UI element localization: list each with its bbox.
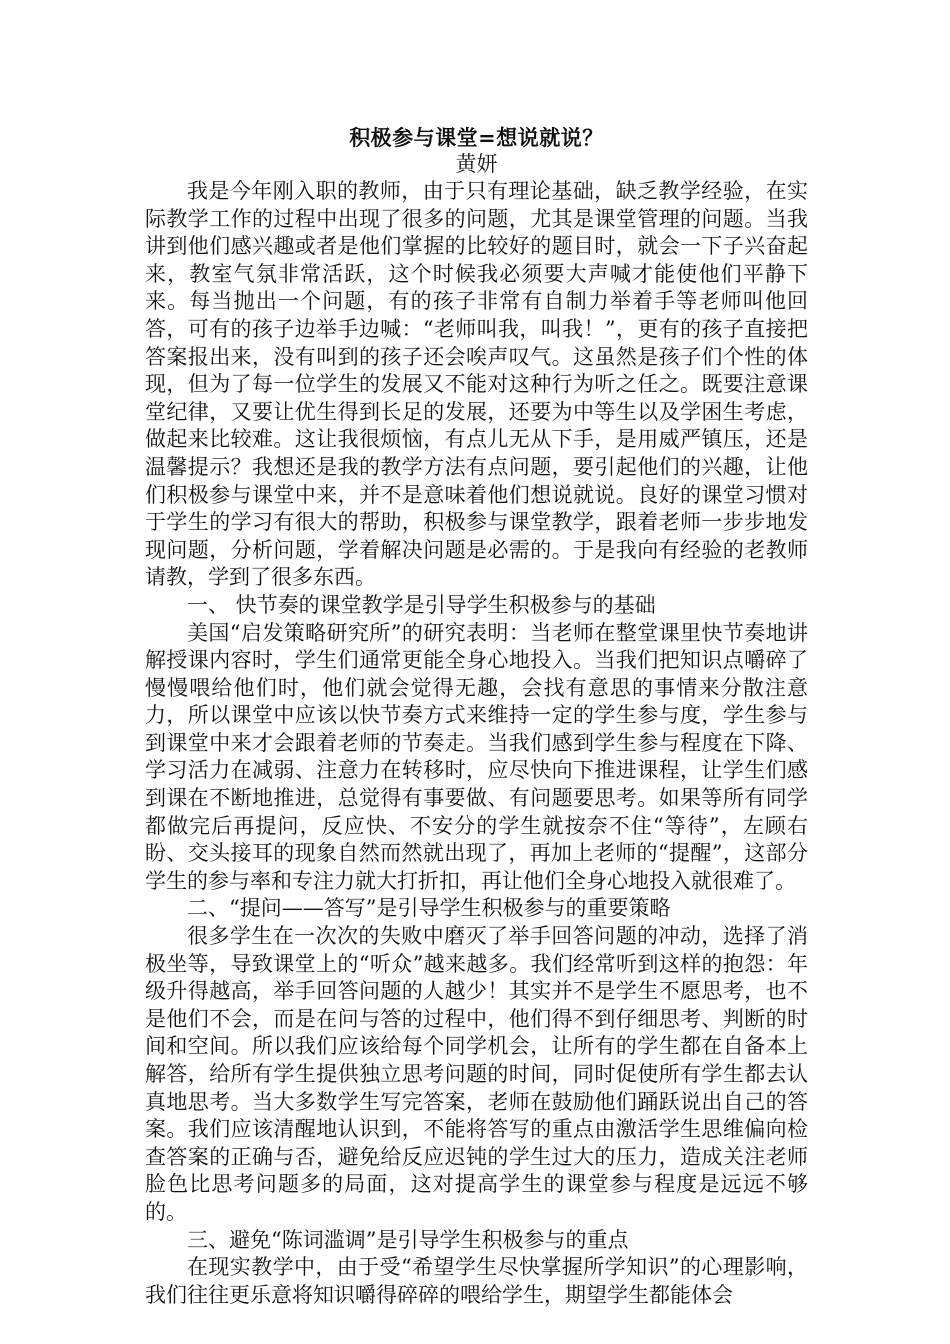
- section-2-paragraph: 很多学生在一次次的失败中磨灭了举手回答问题的冲动，选择了消极坐等，导致课堂上的“听众”越来越多。我们经常听到这样的抱怨：年级升得越高，举手回答问题的人越少！其实并不是学生不愿思考，也不是他们不会，而是在问与答的过程中，他们得不到仔细思考、判断的时间和空间。所以我们应该给每个同学机会，让所有的学生都在自备本上解答，给所有学生提供独立思考问题的时间，同时促使所有学生都去认真地思考。当大多数学生写完答案，老师在鼓励他们踊跃说出自己的答案。我们应该清醒地认识到，不能将答写的重点由激活学生思维偏向检查答案的正确与否，避免给反应迟钝的学生过大的压力，造成关注老师脸色比思考问题多的局面，这对提高学生的课堂参与程度是远远不够的。: [145, 924, 808, 1224]
- section-3-paragraph: 在现实教学中，由于受“希望学生尽快掌握所学知识”的心理影响，我们往往更乐意将知识嚼得碎碎的喂给学生，期望学生都能体会: [145, 1255, 808, 1307]
- section-heading-3: 三、避免“陈词滥调”是引导学生积极参与的重点: [187, 1227, 629, 1252]
- intro-paragraph: 我是今年刚入职的教师，由于只有理论基础，缺乏教学经验，在实际教学工作的过程中出现了很多的问题，尤其是课堂管理的问题。当我讲到他们感兴趣或者是他们掌握的比较好的题目时，就会一下子兴奋起来，教室气氛非常活跃，这个时候我必须要大声喊才能使他们平静下来。每当抛出一个问题，有的孩子非常有自制力举着手等老师叫他回答，可有的孩子边举手边喊：“老师叫我，叫我！”，更有的孩子直接把答案报出来，没有叫到的孩子还会唉声叹气。这虽然是孩子们个性的体现，但为了每一位学生的发展又不能对这种行为听之任之。既要注意课堂纪律，又要让优生得到长足的发展，还要为中等生以及学困生考虑，做起来比较难。这让我很烦恼，有点儿无从下手，是用威严镇压，还是温馨提示？我想还是我的教学方法有点问题，要引起他们的兴趣，让他们积极参与课堂中来，并不是意味着他们想说就说。良好的课堂习惯对于学生的学习有很大的帮助，积极参与课堂教学，跟着老师一步步地发现问题，分析问题，学着解决问题是必需的。于是我向有经验的老教师请教，学到了很多东西。: [145, 179, 808, 590]
- document-body: [145, 124, 808, 1309]
- section-heading-1: 一、 快节奏的课堂教学是引导学生积极参与的基础: [187, 592, 656, 617]
- document-title: 积极参与课堂=想说就说？: [349, 125, 604, 150]
- section-1-paragraph: 美国“启发策略研究所”的研究表明：当老师在整堂课里快节奏地讲解授课内容时，学生们通常更能全身心地投入。当我们把知识点嚼碎了慢慢喂给他们时，他们就会觉得无趣，会找有意思的事情来分散注意力，所以课堂中应该以快节奏方式来维持一定的学生参与度，学生参与到课堂中来才会跟着老师的节奏走。当我们感到学生参与程度在下降、学习活力在减弱、注意力在转移时，应尽快向下推进课程，让学生们感到课在不断地推进，总觉得有事要做、有问题要思考。如果等所有同学都做完后再提问，反应快、不安分的学生就按奈不住“等待”，左顾右盼、交头接耳的现象自然而然就出现了，再加上老师的“提醒”，这部分学生的参与率和专注力就大打折扣，再让他们全身心地投入就很难了。: [145, 620, 808, 893]
- section-heading-2: 二、“提问——答写”是引导学生积极参与的重要策略: [187, 896, 671, 921]
- document-author: 黄妍: [455, 152, 498, 176]
